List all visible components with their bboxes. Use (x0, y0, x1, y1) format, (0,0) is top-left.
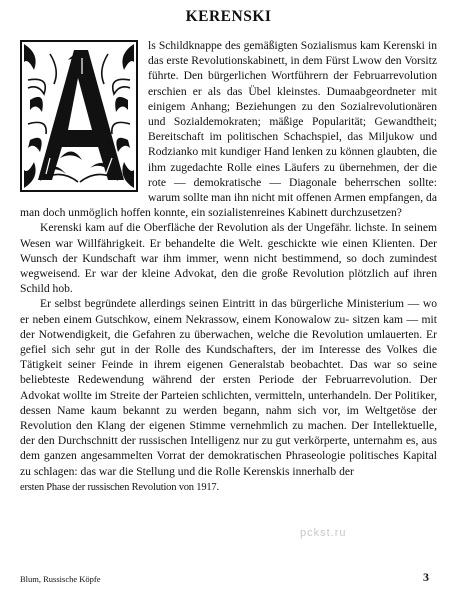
ornament-initial-graphic (20, 40, 138, 192)
chapter-title: KERENSKI (185, 8, 272, 25)
paragraph-1 (20, 38, 437, 220)
decorated-initial-a (20, 40, 138, 192)
footer-source: Blum, Russische Köpfe (20, 574, 101, 584)
paragraph-3-last-line: ersten Phase der russischen Revolution von 1917. (20, 481, 219, 493)
body-text (20, 38, 437, 495)
paragraph-3-text: Er selbst begründete allerdings seinen Eintritt in das bürgerliche Ministerium — wo er neben einem Gutschkow, einem Nekrassow, einem Konowalow zu- sitzen kam — mit der Notwendigkeit, die Gefahren zu überwachen, welche die Revolution umlauerten. Er gefiel sich sehr gut in der Rolle des Kundschafters, der im Interesse des Volkes die Tätigkeit seiner Feinde in ihrem eigenen Generalstab beobachtet. Das war so seine beliebteste Redewendung während der ersten Periode der Februarrevolution. Der Advokat wollte im Streite der Parteien schlichten, vermitteln, unterhandeln. Der Politiker, dessen Name kaum bekannt zu werden begann, nahm sich vor, im Weltgetöse der Revolution den Klang der eigenen Stimme vernehmlich zu machen. Der Intellektuelle, der den Durchschnitt der russischen Intelligenz nur zu gut verkörperte, unternahm es, aus dem ganzen angesammelten Vorrat der demokratischen Phraseologie politisches Kapital zu schlagen: das war die Stellung und die Rolle Kerenskis innerhalb der (20, 297, 437, 478)
paragraph-1-text: ls Schildknappe des gemäßigten Sozialismus kam Kerenski in das erste Revolutionskabinett, in dem Fürst Lwow den Vorsitz führte. Den bürgerlichen Wortführern der Februarrevolution erschien er als das Übel kleinstes. Dumaabgeordneter mit einigem Anhang; Beziehungen zu den Sozialrevolutionären und Sozialdemokraten; mäßige Popularität; Gewandtheit; Bereitschaft im politischen Schachspiel, das Miljukow und Rodzianko mit kundiger Hand lenken zu können glaubten, die ihm zugedachte Rolle eines Läufers zu übernehmen, der die rote — demokratische — Diagonale beherrschen sollte: warum sollte man ihn nicht mit offenen Armen empfangen, da man doch unmöglich hoffen konnte, ein sozialistenreines Kabinett durchzusetzen? (20, 39, 437, 220)
page-number: 3 (423, 570, 429, 584)
watermark: pckst.ru (300, 527, 347, 539)
paragraph-3 (20, 296, 437, 495)
paragraph-2: Kerenski kam auf die Oberfläche der Revolution als der Ungefähr. lichste. In seinem Wesen war Willfährigkeit. Er behandelte die Welt. geschickte wie einen Klienten. Der Wunsch der Kundschaft war ihm immer, wenn nicht bestimmend, so doch zumindest wegweisend. Er war der kleine Advokat, den die große Revolution plötzlich auf ihren Schild hob. (20, 221, 437, 296)
